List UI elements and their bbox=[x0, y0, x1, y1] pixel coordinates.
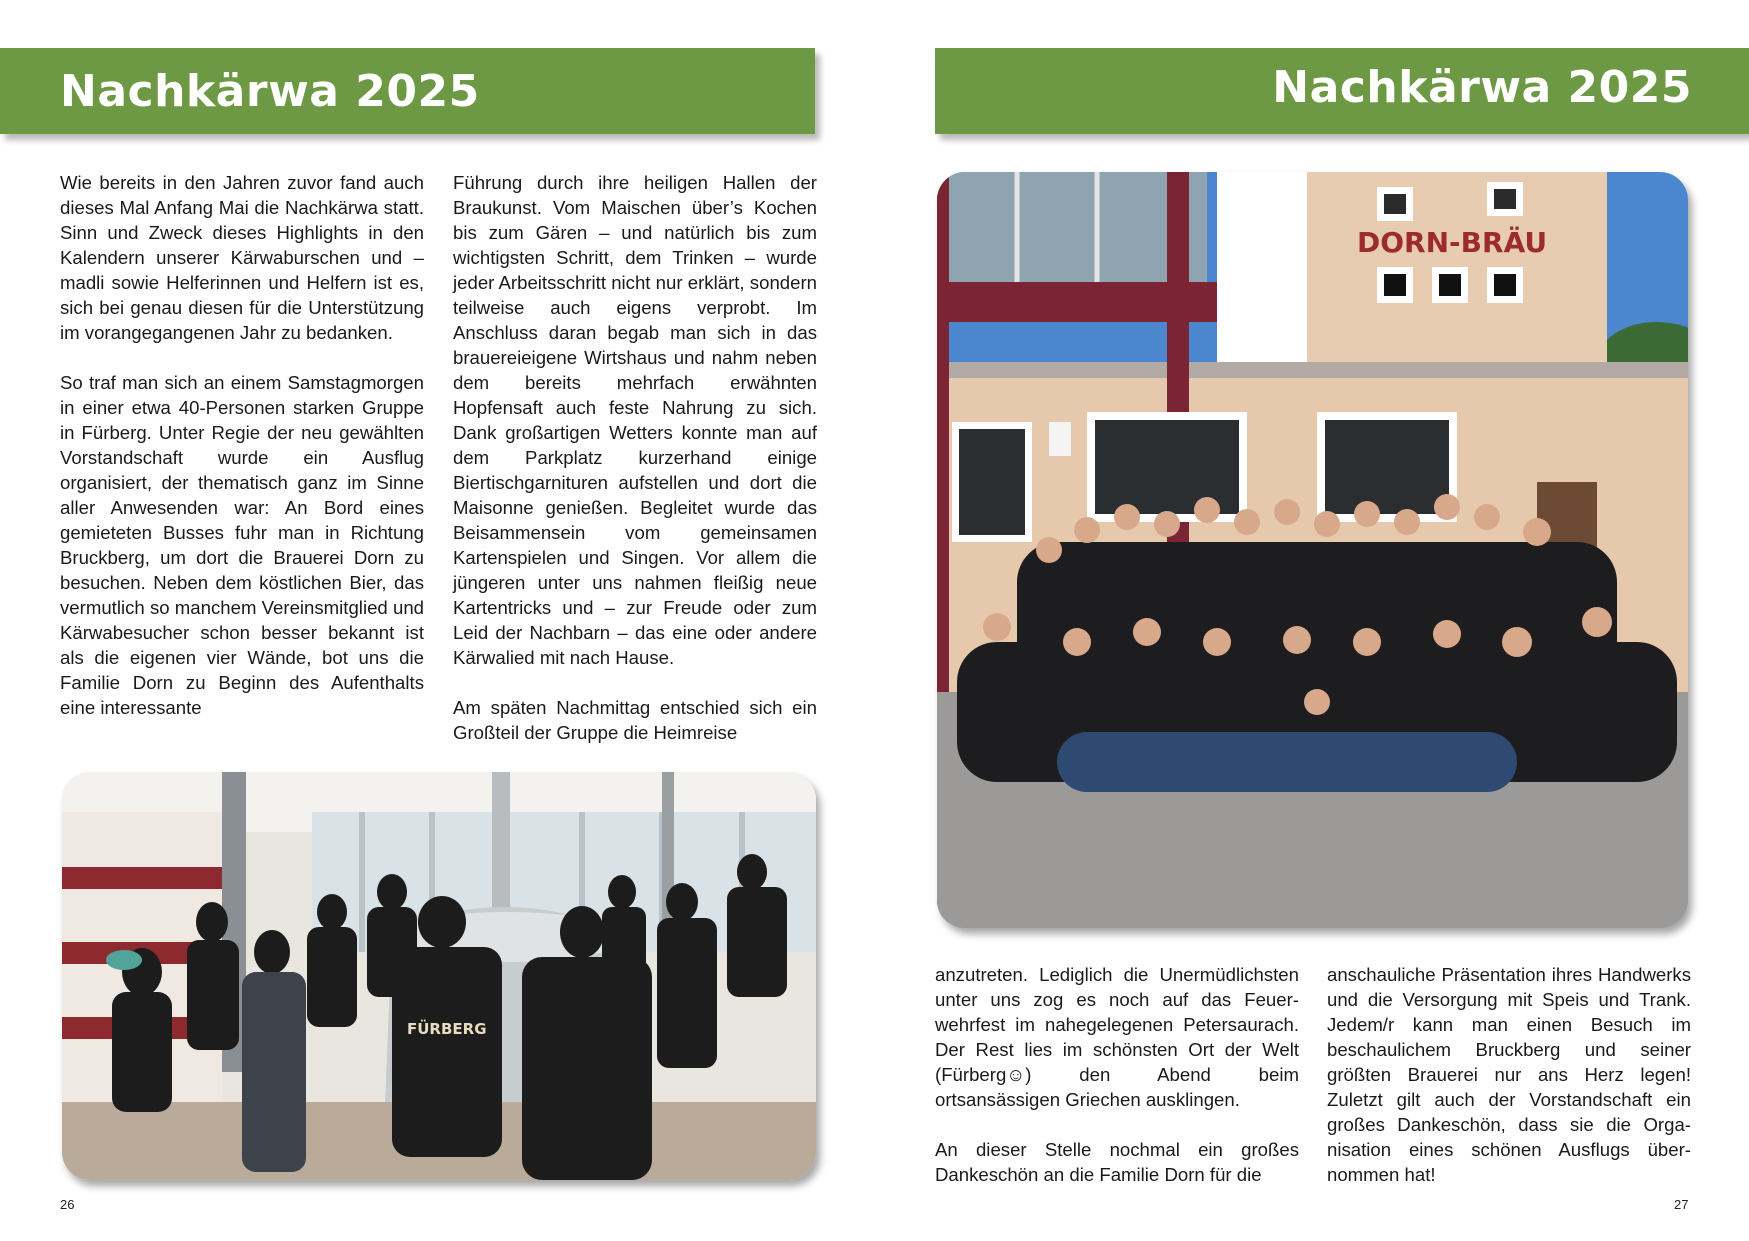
page-title: Nachkärwa 2025 bbox=[1272, 62, 1692, 113]
group-photo bbox=[937, 172, 1688, 928]
text-column-1 bbox=[935, 962, 1299, 1187]
paragraph: Am späten Nachmittag entschied sich ein Großteil der Gruppe die Heimreise bbox=[453, 697, 817, 743]
page-number: 26 bbox=[60, 1197, 75, 1212]
paragraph: An dieser Stelle nochmal ein großes Dankeschön an die Familie Dorn für die bbox=[935, 1139, 1299, 1185]
paragraph: Führung durch ihre heiligen Hallen der Braukunst. Vom Maischen über’s Kochen bis zum Gären – und natürlich bis zum wichtigsten Schritt, dem Trinken – wurde jeder Arbeitsschritt nicht nur erklärt, sondern teilweise auch eigens verprobt. Im Anschluss daran begab man sich in das brauereieigene Wirtshaus und nahm neben dem bereits mehrfach erwähnten Hopfensaft auch feste Nahrung zu sich. Dank großartigen Wetters konnte man auf dem Parkplatz kurzerhand einige Biertischgarnituren aufstellen und dort die Maisonne genießen. Begleitet wurde das Beisammensein vom gemeinsamen Kartenspielen und Singen. Vor allem die jüngeren unter uns nahmen fleißig neue Kartentricks und – zur Freude oder zum Leid der Nachbarn – das eine oder andere Kärwalied mit nach Hause. bbox=[453, 172, 817, 668]
shirt-print: FÜRBERG bbox=[407, 1020, 487, 1038]
paragraph: anschauliche Präsentation ihres Handwerks und die Versorgung mit Speis und Trank. Jedem/r kann man einen Besuch im beschaulichem Bruckberg und seiner größten Brauerei nur ans Herz legen! Zuletzt gilt auch der Vorstandschaft ein großes Dankeschön, dass sie die Organisation eines schönen Ausflugs übernommen hat! bbox=[1327, 964, 1691, 1185]
text-column-2 bbox=[453, 170, 817, 745]
left-page bbox=[0, 0, 874, 1241]
text-column-1 bbox=[60, 170, 424, 720]
page-number: 27 bbox=[1674, 1197, 1689, 1212]
brewhouse-tour-photo bbox=[62, 772, 816, 1180]
paragraph: anzutreten. Lediglich die Unermüdlichsten unter uns zog es noch auf das Feuerwehrfest im nahegelegenen Petersaurach. Der Rest lies im schönsten Ort der Welt (Fürberg☺) den Abend beim ortsansässigen Griechen ausklingen. bbox=[935, 964, 1299, 1110]
header-banner bbox=[935, 48, 1749, 134]
page-title: Nachkärwa 2025 bbox=[60, 66, 480, 117]
paragraph: Wie bereits in den Jahren zuvor fand auch dieses Mal Anfang Mai die Nachkärwa statt. Sinn und Zweck dieses Highlights in den Kalendern unserer Kärwaburschen und – madli sowie Helferinnen und Helfern ist es, sich bei genau diesen für die Unterstützung im vorangegangenen Jahr zu bedanken. bbox=[60, 172, 424, 343]
header-banner bbox=[0, 48, 815, 134]
right-page bbox=[875, 0, 1749, 1241]
text-column-2 bbox=[1327, 962, 1691, 1187]
paragraph: So traf man sich an einem Samstagmorgen in einer etwa 40-Personen starken Gruppe in Fürberg. Unter Regie der neu gewählten Vorstandschaft wurde ein Ausflug organisiert, der thematisch ganz im Sinne aller Anwesenden war: An Bord eines gemieteten Busses fuhr man in Richtung Bruckberg, um dort die Brauerei Dorn zu besuchen. Neben dem köstlichen Bier, das vermutlich so manchem Vereinsmitglied und Kärwabesucher schon besser bekannt ist als die eigenen vier Wände, bot uns die Familie Dorn zu Beginn des Aufenthalts eine interessante bbox=[60, 372, 424, 718]
brewery-sign: DORN-BRÄU bbox=[1357, 226, 1548, 259]
